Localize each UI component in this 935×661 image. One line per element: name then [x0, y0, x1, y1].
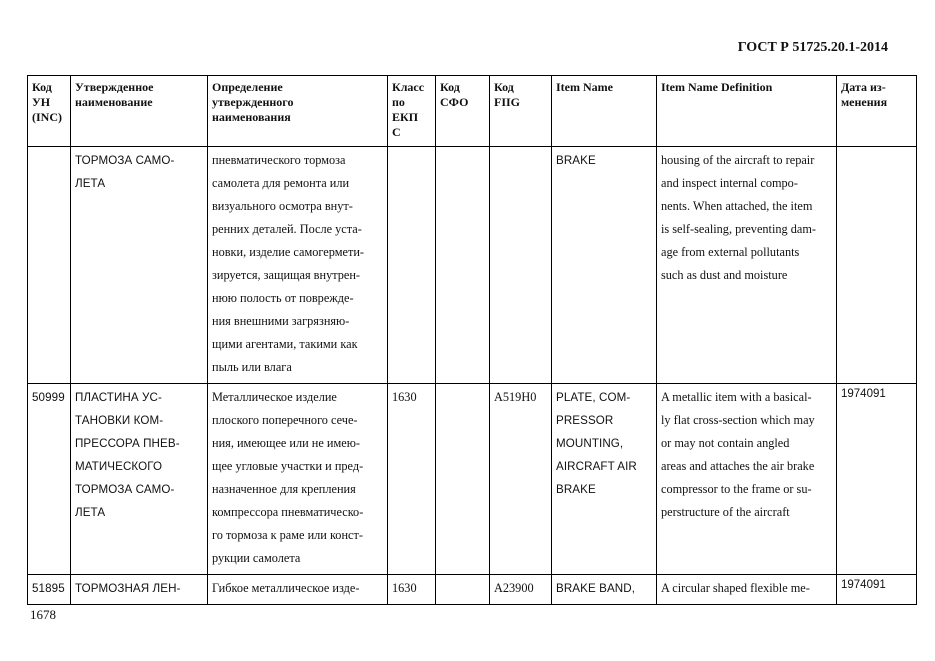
text-line: A circular shaped flexible me- [661, 581, 810, 595]
text-line: визуального осмотра внут- [212, 199, 353, 213]
header-item-definition: Item Name Definition [657, 76, 837, 147]
text-line: го тормоза к раме или конст- [212, 528, 363, 542]
text-line: ТАНОВКИ КОМ- [75, 414, 164, 427]
text-line: A metallic item with a basical- [661, 390, 812, 404]
cell-approved-name [71, 147, 208, 384]
cell-inc [28, 575, 71, 605]
header-change-date: Дата из- менения [837, 76, 917, 147]
table-row [28, 575, 917, 605]
text-line: щими агентами, такими как [212, 337, 358, 351]
text-line: Металлическое изделие [212, 390, 337, 404]
cell-value [440, 149, 485, 172]
text-line: назначенное для крепления [212, 482, 356, 496]
cell-item-name [552, 147, 657, 384]
cell-value: 1974091 [841, 579, 886, 591]
text-line: housing of the aircraft to repair [661, 153, 815, 167]
cell-value: 1630 [392, 390, 417, 404]
cell-value [392, 149, 431, 172]
text-line: age from external pollutants [661, 245, 800, 259]
cell-item-name [552, 575, 657, 605]
table-header-row [28, 76, 917, 147]
cell-sfo [436, 147, 490, 384]
cell-definition [208, 147, 388, 384]
text-line: рукции самолета [212, 551, 301, 565]
cell-item-definition [657, 575, 837, 605]
standard-title: ГОСТ Р 51725.20.1-2014 [737, 40, 888, 55]
cell-fiig [490, 575, 552, 605]
cell-item-definition [657, 384, 837, 575]
text-line: BRAKE [556, 483, 596, 496]
cell-value: A519H0 [494, 390, 537, 404]
text-line: пневматического тормоза [212, 153, 346, 167]
header-definition: Определение утвержденного наименования [208, 76, 388, 147]
text-line: or may not contain angled [661, 436, 790, 450]
text-line: AIRCRAFT AIR [556, 460, 637, 473]
table-body [28, 147, 917, 605]
text-line: ТОРМОЗА САМО- [75, 483, 175, 496]
header-class: Класс по ЕКП С [388, 76, 436, 147]
cell-sfo [436, 384, 490, 575]
cell-change-date [837, 575, 917, 605]
text-line: BRAKE BAND, [556, 582, 636, 595]
text-line: зируется, защищая внутрен- [212, 268, 361, 282]
cell-definition [208, 575, 388, 605]
text-line: areas and attaches the air brake [661, 459, 815, 473]
cell-value [32, 149, 66, 172]
text-line: ния, имеющее или не имею- [212, 436, 361, 450]
cell-class [388, 384, 436, 575]
cell-definition [208, 384, 388, 575]
text-line: perstructure of the aircraft [661, 505, 790, 519]
text-line: плоского поперечного сече- [212, 413, 358, 427]
page-number: 1678 [30, 607, 56, 622]
cell-value: 1630 [392, 581, 417, 595]
text-line: MOUNTING, [556, 437, 624, 450]
text-line: PRESSOR [556, 414, 614, 427]
cell-fiig [490, 147, 552, 384]
cell-value [440, 386, 485, 409]
text-line: ния внешними загрязняю- [212, 314, 350, 328]
cell-sfo [436, 575, 490, 605]
text-line: ЛЕТА [75, 177, 106, 190]
header-approved-name: Утвержденное наименование [71, 76, 208, 147]
cell-approved-name [71, 575, 208, 605]
text-line: nents. When attached, the item [661, 199, 813, 213]
text-line: ЛЕТА [75, 506, 106, 519]
classification-table [27, 75, 917, 605]
cell-class [388, 147, 436, 384]
text-line: компрессора пневматическо- [212, 505, 364, 519]
header-fiig: Код FIIG [490, 76, 552, 147]
text-line: compressor to the frame or su- [661, 482, 812, 496]
cell-inc [28, 147, 71, 384]
cell-item-name [552, 384, 657, 575]
cell-value [841, 149, 912, 165]
cell-value [494, 149, 547, 172]
cell-value: 50999 [32, 391, 65, 404]
text-line: PLATE, COM- [556, 391, 631, 404]
text-line: is self-sealing, preventing dam- [661, 222, 817, 236]
text-line: новки, изделие самогермети- [212, 245, 365, 259]
text-line: ПРЕССОРА ПНЕВ- [75, 437, 180, 450]
cell-value: 1974091 [841, 388, 886, 400]
text-line: ПЛАСТИНА УС- [75, 391, 162, 404]
text-line: щее угловые участки и пред- [212, 459, 364, 473]
text-line: самолета для ремонта или [212, 176, 350, 190]
text-line: ТОРМОЗА САМО- [75, 154, 175, 167]
text-line: нюю полость от поврежде- [212, 291, 354, 305]
text-line: МАТИЧЕСКОГО [75, 460, 163, 473]
text-line: ly flat cross-section which may [661, 413, 815, 427]
text-line: BRAKE [556, 154, 596, 167]
cell-item-definition [657, 147, 837, 384]
header-sfo: Код СФО [436, 76, 490, 147]
text-line: Гибкое металлическое изде- [212, 581, 360, 595]
cell-fiig [490, 384, 552, 575]
cell-class [388, 575, 436, 605]
header-item-name: Item Name [552, 76, 657, 147]
cell-change-date [837, 147, 917, 384]
table-row [28, 147, 917, 384]
text-line: пыль или влага [212, 360, 292, 374]
cell-inc [28, 384, 71, 575]
cell-value [440, 577, 485, 600]
text-line: and inspect internal compo- [661, 176, 798, 190]
text-line: such as dust and moisture [661, 268, 788, 282]
text-line: ТОРМОЗНАЯ ЛЕН- [75, 582, 181, 595]
cell-approved-name [71, 384, 208, 575]
cell-value: 51895 [32, 582, 65, 595]
cell-change-date [837, 384, 917, 575]
header-inc: Код УН (INC) [28, 76, 71, 147]
cell-value: A23900 [494, 581, 534, 595]
text-line: ренних деталей. После уста- [212, 222, 362, 236]
table-row [28, 384, 917, 575]
